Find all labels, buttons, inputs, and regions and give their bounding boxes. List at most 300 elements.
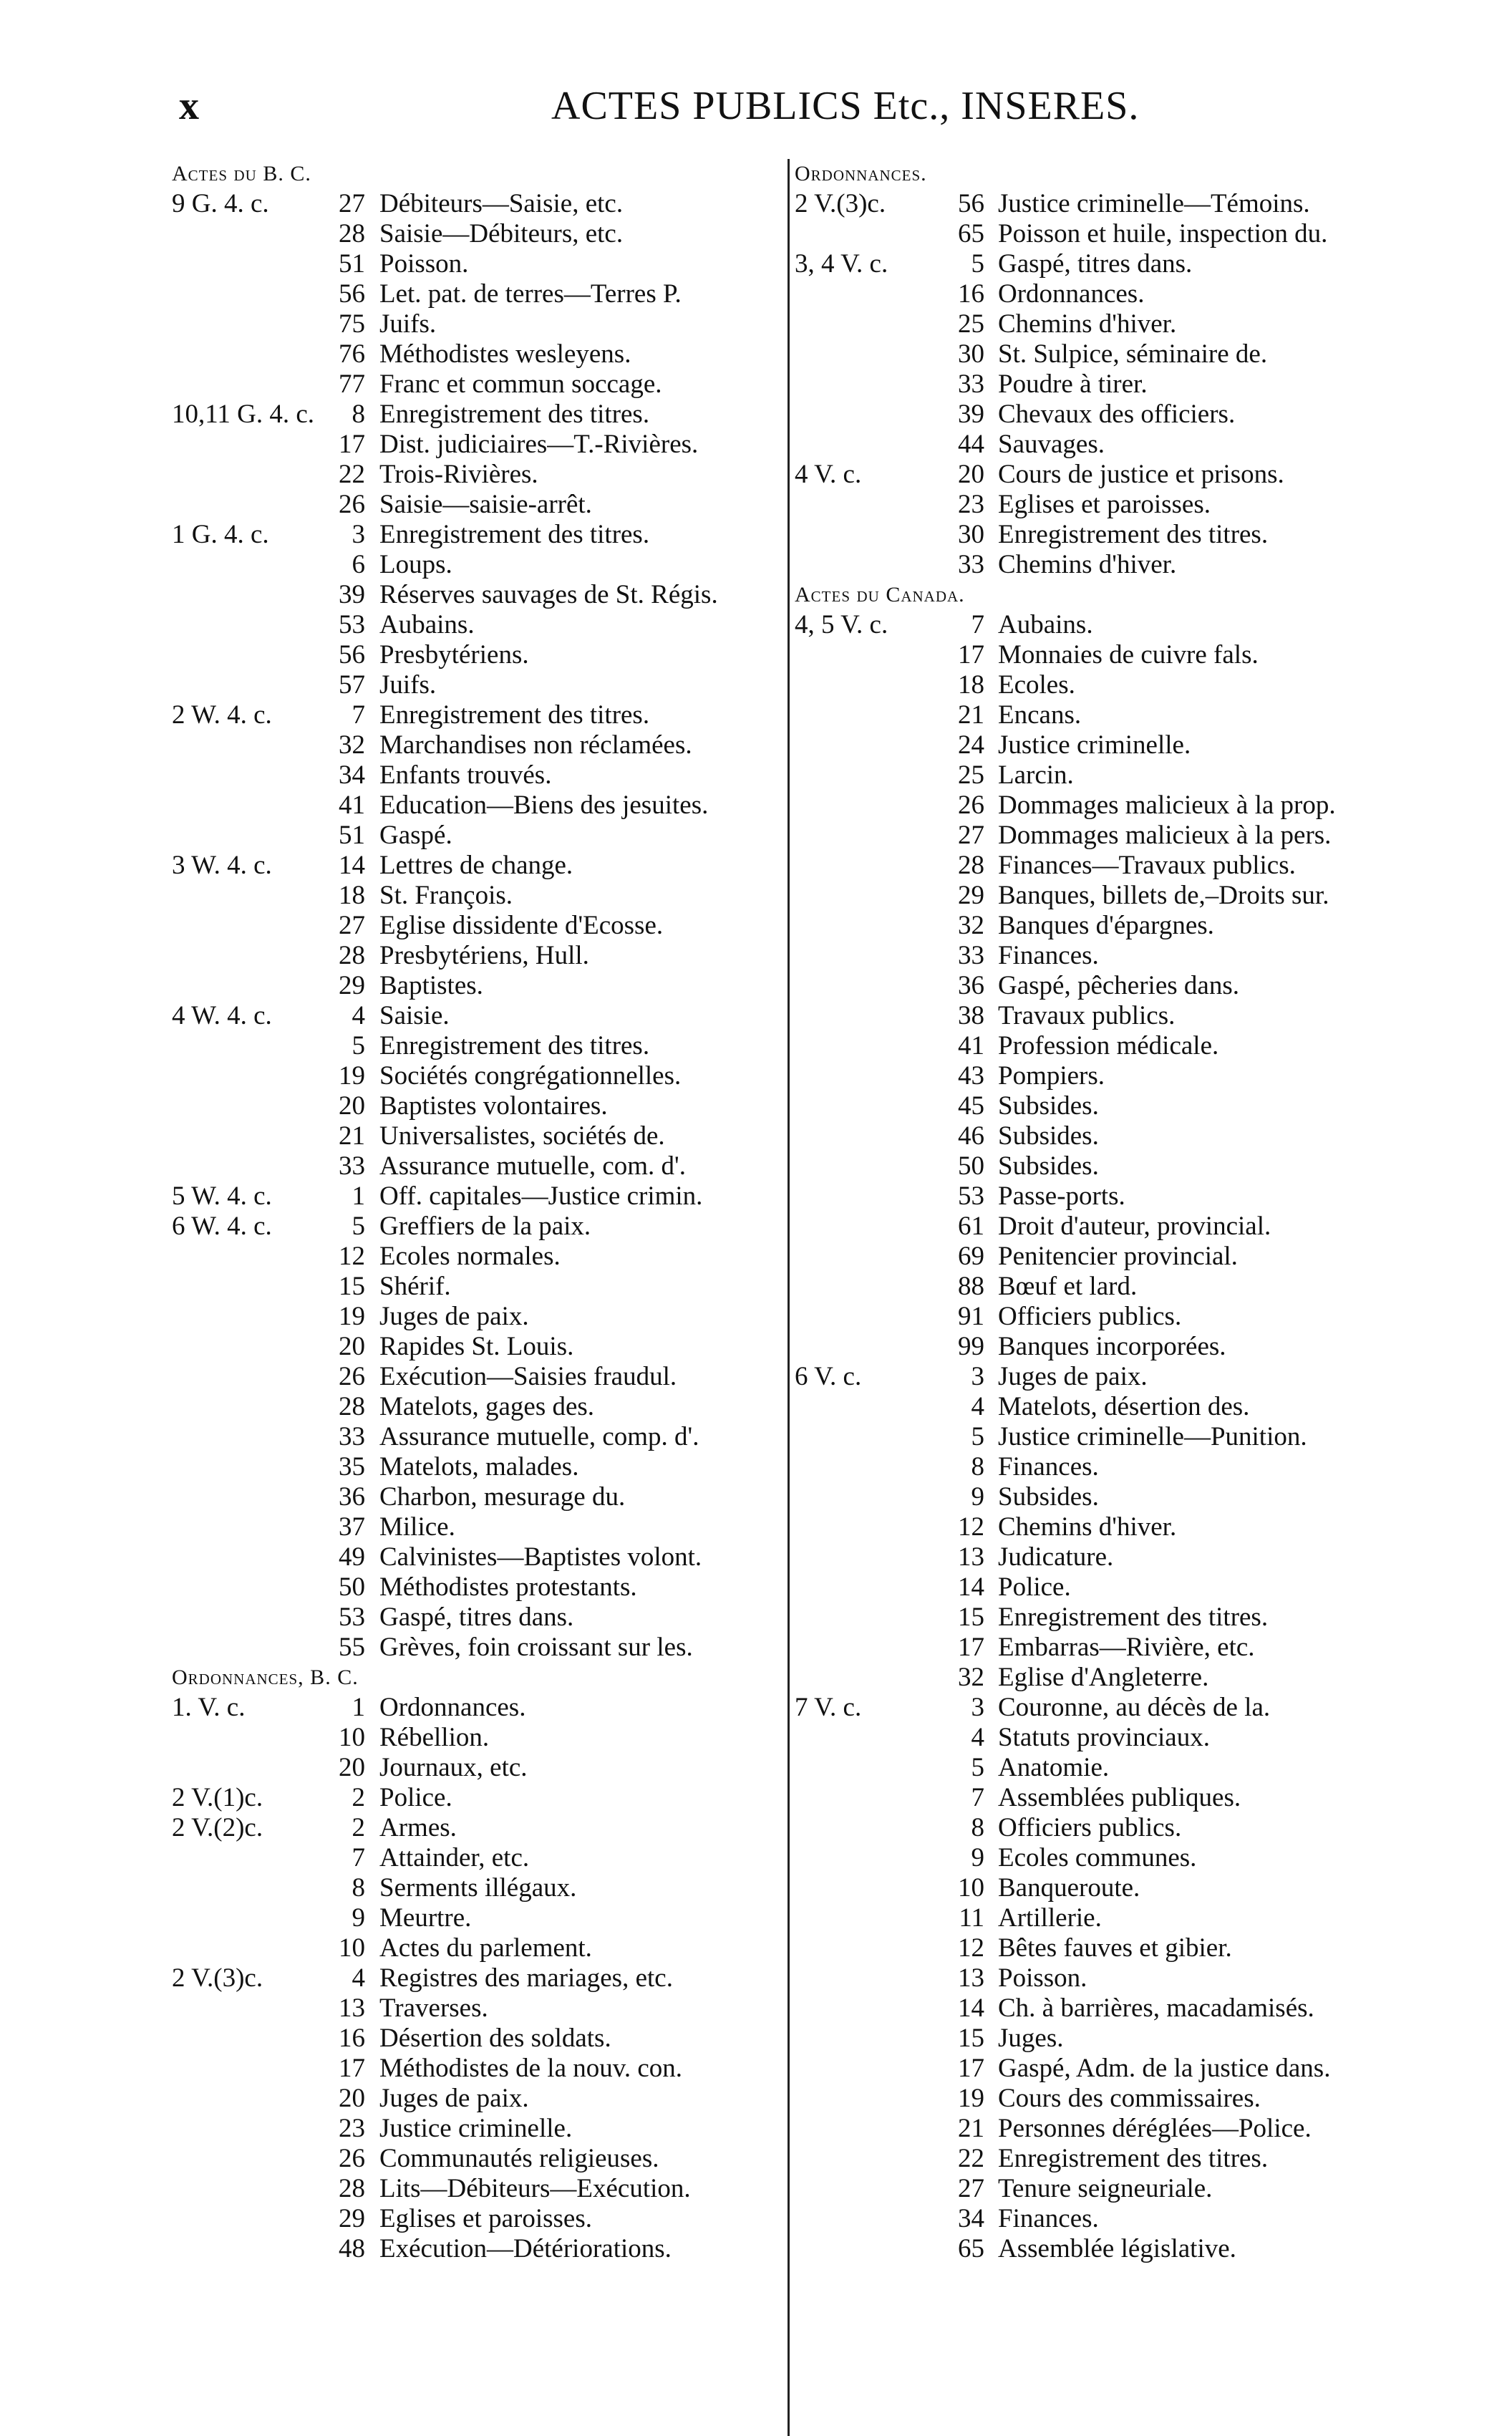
index-entry <box>172 610 784 640</box>
entry-title: Judicature. <box>998 1542 1114 1572</box>
index-entry <box>172 490 784 520</box>
entry-title: Finances. <box>998 2204 1099 2233</box>
index-entry <box>172 1242 784 1272</box>
index-entry <box>795 670 1425 700</box>
entry-title: Passe-ports. <box>998 1181 1125 1211</box>
running-title: ACTES PUBLICS Etc., INSERES. <box>551 84 1140 128</box>
entry-title: Greffiers de la paix. <box>379 1212 591 1241</box>
reference-box <box>172 881 365 911</box>
reference-box <box>172 1422 365 1452</box>
chapter-number: 19 <box>339 1302 365 1331</box>
index-entry <box>795 911 1425 941</box>
chapter-number: 7 <box>971 1783 984 1812</box>
entry-title: Encans. <box>998 700 1082 730</box>
chapter-number: 27 <box>339 911 365 940</box>
reference-box <box>795 1753 984 1783</box>
chapter-number: 7 <box>352 700 365 730</box>
index-entry <box>795 1001 1425 1031</box>
index-entry <box>795 1542 1425 1572</box>
index-entry <box>172 580 784 610</box>
reference-box <box>172 309 365 339</box>
chapter-number: 20 <box>339 1753 365 1782</box>
reference-box <box>172 1633 365 1663</box>
index-entry <box>795 821 1425 851</box>
reference-box <box>795 1693 984 1723</box>
reference-box <box>172 400 365 430</box>
entry-title: Réserves sauvages de St. Régis. <box>379 580 718 609</box>
reference-box <box>172 2144 365 2174</box>
index-entry <box>795 971 1425 1001</box>
index-entry <box>795 610 1425 640</box>
entry-title: Meurtre. <box>379 1903 472 1933</box>
chapter-number: 10 <box>339 1933 365 1963</box>
index-entry <box>795 550 1425 580</box>
index-entry <box>795 640 1425 670</box>
reference-box <box>172 1001 365 1031</box>
index-entry <box>795 430 1425 460</box>
entry-title: Dommages malicieux à la pers. <box>998 821 1332 850</box>
chapter-number: 10 <box>958 1873 984 1903</box>
reference-box <box>172 1933 365 1963</box>
index-entry <box>172 821 784 851</box>
index-entry <box>795 1362 1425 1392</box>
chapter-number: 14 <box>958 1993 984 2023</box>
reference-box <box>795 189 984 219</box>
entry-title: Armes. <box>379 1813 457 1842</box>
index-entry <box>172 460 784 490</box>
reference-box <box>172 911 365 941</box>
entry-title: Marchandises non réclamées. <box>379 730 692 760</box>
chapter-number: 22 <box>339 460 365 489</box>
entry-title: Ecoles normales. <box>379 1242 561 1271</box>
index-entry <box>795 1933 1425 1963</box>
reference-box <box>172 2054 365 2084</box>
reference-box <box>795 1633 984 1663</box>
reference-box <box>795 2024 984 2054</box>
index-entry <box>795 249 1425 279</box>
index-entry <box>172 189 784 219</box>
chapter-number: 2 <box>352 1813 365 1842</box>
chapter-number: 56 <box>339 640 365 670</box>
reference-box <box>795 520 984 550</box>
entry-title: Eglises et paroisses. <box>998 490 1211 519</box>
chapter-number: 88 <box>958 1272 984 1301</box>
index-entry <box>172 2174 784 2204</box>
chapter-number: 53 <box>958 1181 984 1211</box>
chapter-number: 51 <box>339 821 365 850</box>
chapter-number: 26 <box>339 2144 365 2173</box>
reference-box <box>795 2234 984 2264</box>
chapter-number: 56 <box>958 189 984 218</box>
chapter-number: 33 <box>958 941 984 970</box>
reference-box <box>795 1572 984 1603</box>
index-entry <box>172 1512 784 1542</box>
index-entry <box>795 1061 1425 1091</box>
entry-title: Assemblées publiques. <box>998 1783 1241 1812</box>
reference-box <box>795 1332 984 1362</box>
reference-box <box>172 1181 365 1212</box>
reference-box <box>795 1242 984 1272</box>
index-entry <box>172 1813 784 1843</box>
index-entry <box>172 1873 784 1903</box>
reference-box <box>795 339 984 369</box>
index-entry <box>795 1783 1425 1813</box>
reference-box <box>795 2174 984 2204</box>
statute-reference: 6 W. 4. c. <box>172 1212 272 1241</box>
index-entry <box>172 339 784 369</box>
reference-box <box>172 1332 365 1362</box>
chapter-number: 8 <box>352 400 365 429</box>
index-entry <box>172 1843 784 1873</box>
index-entry <box>795 490 1425 520</box>
entry-title: Bœuf et lard. <box>998 1272 1138 1301</box>
index-entry <box>795 1873 1425 1903</box>
reference-box <box>795 249 984 279</box>
reference-box <box>172 971 365 1001</box>
chapter-number: 76 <box>339 339 365 369</box>
entry-title: Enregistrement des titres. <box>379 520 650 549</box>
entry-title: Presbytériens, Hull. <box>379 941 589 970</box>
entry-title: Aubains. <box>379 610 475 639</box>
reference-box <box>172 1302 365 1332</box>
chapter-number: 4 <box>971 1392 984 1421</box>
reference-box <box>172 2204 365 2234</box>
reference-box <box>172 1783 365 1813</box>
reference-box <box>172 2234 365 2264</box>
entry-title: Attainder, etc. <box>379 1843 530 1872</box>
entry-title: Subsides. <box>998 1121 1099 1151</box>
right-column <box>795 159 1425 2264</box>
index-entry <box>172 1933 784 1963</box>
reference-box <box>172 580 365 610</box>
chapter-number: 27 <box>958 821 984 850</box>
entry-title: Poisson. <box>998 1963 1087 1993</box>
chapter-number: 91 <box>958 1302 984 1331</box>
entry-title: Sociétés congrégationnelles. <box>379 1061 682 1091</box>
index-entry <box>172 2084 784 2114</box>
reference-box <box>172 2174 365 2204</box>
entry-title: Police. <box>379 1783 452 1812</box>
index-entry <box>795 369 1425 400</box>
reference-box <box>795 400 984 430</box>
chapter-number: 61 <box>958 1212 984 1241</box>
entry-title: Eglise d'Angleterre. <box>998 1663 1209 1692</box>
reference-box <box>172 821 365 851</box>
reference-box <box>795 1542 984 1572</box>
reference-box <box>172 1993 365 2024</box>
entry-title: Aubains. <box>998 610 1093 639</box>
chapter-number: 17 <box>958 1633 984 1662</box>
reference-box <box>172 1452 365 1482</box>
reference-box <box>172 369 365 400</box>
index-entry <box>172 2204 784 2234</box>
reference-box <box>795 2054 984 2084</box>
entry-title: Justice criminelle—Témoins. <box>998 189 1310 218</box>
entry-title: Justice criminelle. <box>379 2114 573 2143</box>
entry-title: Rébellion. <box>379 1723 490 1752</box>
entry-title: Banques incorporées. <box>998 1332 1226 1361</box>
reference-box <box>172 1843 365 1873</box>
chapter-number: 41 <box>958 1031 984 1060</box>
statute-reference: 2 V.(3)c. <box>172 1963 263 1993</box>
entry-title: Artillerie. <box>998 1903 1102 1933</box>
entry-title: Juges de paix. <box>379 1302 529 1331</box>
reference-box <box>172 640 365 670</box>
reference-box <box>795 1873 984 1903</box>
chapter-number: 8 <box>971 1813 984 1842</box>
entry-title: Cours des commissaires. <box>998 2084 1261 2113</box>
chapter-number: 26 <box>958 791 984 820</box>
entry-title: Police. <box>998 1572 1071 1602</box>
chapter-number: 7 <box>352 1843 365 1872</box>
index-entry <box>172 369 784 400</box>
index-entry <box>172 1482 784 1512</box>
chapter-number: 9 <box>352 1903 365 1933</box>
entry-title: St. Sulpice, séminaire de. <box>998 339 1268 369</box>
statute-reference: 3, 4 V. c. <box>795 249 888 279</box>
reference-box <box>795 1843 984 1873</box>
entry-title: Loups. <box>379 550 452 579</box>
index-entry <box>172 2144 784 2174</box>
statute-reference: 7 V. c. <box>795 1693 862 1722</box>
entry-title: Penitencier provincial. <box>998 1242 1238 1271</box>
reference-box <box>172 1031 365 1061</box>
chapter-number: 36 <box>958 971 984 1000</box>
index-entry <box>795 1723 1425 1753</box>
reference-box <box>795 1422 984 1452</box>
entry-title: Milice. <box>379 1512 455 1542</box>
chapter-number: 26 <box>339 1362 365 1391</box>
reference-box <box>172 339 365 369</box>
entry-title: Assurance mutuelle, com. d'. <box>379 1151 686 1181</box>
statute-reference: 1 G. 4. c. <box>172 520 269 549</box>
entry-title: Monnaies de cuivre fals. <box>998 640 1259 670</box>
chapter-number: 33 <box>339 1151 365 1181</box>
chapter-number: 41 <box>339 791 365 820</box>
statute-reference: 4, 5 V. c. <box>795 610 888 639</box>
reference-box <box>795 1993 984 2024</box>
chapter-number: 34 <box>339 760 365 790</box>
index-entry <box>172 941 784 971</box>
entry-title: Méthodistes protestants. <box>379 1572 637 1602</box>
entry-title: Juges. <box>998 2024 1064 2053</box>
chapter-number: 5 <box>971 1422 984 1451</box>
index-entry <box>795 851 1425 881</box>
chapter-number: 43 <box>958 1061 984 1091</box>
entry-title: Pompiers. <box>998 1061 1105 1091</box>
chapter-number: 5 <box>352 1031 365 1060</box>
entry-title: Chemins d'hiver. <box>998 1512 1177 1542</box>
chapter-number: 17 <box>958 640 984 670</box>
entry-title: Let. pat. de terres—Terres P. <box>379 279 682 309</box>
chapter-number: 55 <box>339 1633 365 1662</box>
index-entry <box>172 1422 784 1452</box>
entry-title: Juifs. <box>379 670 437 700</box>
chapter-number: 1 <box>352 1693 365 1722</box>
chapter-number: 24 <box>958 730 984 760</box>
entry-title: Ordonnances. <box>998 279 1145 309</box>
reference-box <box>795 1603 984 1633</box>
chapter-number: 16 <box>958 279 984 309</box>
entry-title: Chemins d'hiver. <box>998 550 1177 579</box>
reference-box <box>795 1392 984 1422</box>
index-entry <box>795 1151 1425 1181</box>
chapter-number: 7 <box>971 610 984 639</box>
chapter-number: 25 <box>958 760 984 790</box>
index-entry <box>795 1963 1425 1993</box>
entry-title: Eglise dissidente d'Ecosse. <box>379 911 664 940</box>
reference-box <box>795 640 984 670</box>
reference-box <box>795 610 984 640</box>
index-entry <box>172 851 784 881</box>
chapter-number: 28 <box>339 1392 365 1421</box>
statute-reference: 5 W. 4. c. <box>172 1181 272 1211</box>
reference-box <box>172 430 365 460</box>
reference-box <box>172 941 365 971</box>
chapter-number: 33 <box>958 550 984 579</box>
chapter-number: 23 <box>958 490 984 519</box>
chapter-number: 19 <box>958 2084 984 2113</box>
index-entry <box>172 249 784 279</box>
entry-title: Saisie—Débiteurs, etc. <box>379 219 624 248</box>
index-entry <box>795 1693 1425 1723</box>
reference-box <box>795 1001 984 1031</box>
chapter-number: 17 <box>958 2054 984 2083</box>
chapter-number: 50 <box>339 1572 365 1602</box>
entry-title: Dist. judiciaires—T.-Rivières. <box>379 430 699 459</box>
entry-title: Finances—Travaux publics. <box>998 851 1296 880</box>
chapter-number: 18 <box>339 881 365 910</box>
entry-title: Gaspé, titres dans. <box>379 1603 574 1632</box>
chapter-number: 46 <box>958 1121 984 1151</box>
index-entry <box>795 1302 1425 1332</box>
chapter-number: 21 <box>958 2114 984 2143</box>
chapter-number: 32 <box>339 730 365 760</box>
chapter-number: 17 <box>339 2054 365 2083</box>
entry-title: Justice criminelle—Punition. <box>998 1422 1307 1451</box>
chapter-number: 25 <box>958 309 984 339</box>
reference-box <box>795 490 984 520</box>
index-entry <box>172 670 784 700</box>
index-entry <box>795 1452 1425 1482</box>
entry-title: Finances. <box>998 941 1099 970</box>
reference-box <box>795 1272 984 1302</box>
chapter-number: 6 <box>352 550 365 579</box>
chapter-number: 32 <box>958 911 984 940</box>
index-entry <box>172 640 784 670</box>
entry-title: Saisie. <box>379 1001 450 1030</box>
reference-box <box>172 1151 365 1181</box>
index-entry <box>795 2084 1425 2114</box>
reference-box <box>795 430 984 460</box>
entry-title: Lettres de change. <box>379 851 573 880</box>
chapter-number: 13 <box>958 1963 984 1993</box>
chapter-number: 2 <box>352 1783 365 1812</box>
reference-box <box>795 1452 984 1482</box>
entry-title: Baptistes volontaires. <box>379 1091 608 1121</box>
entry-title: Subsides. <box>998 1482 1099 1512</box>
entry-title: Enregistrement des titres. <box>379 400 650 429</box>
chapter-number: 3 <box>352 520 365 549</box>
reference-box <box>795 279 984 309</box>
index-entry <box>172 309 784 339</box>
entry-title: Serments illégaux. <box>379 1873 577 1903</box>
chapter-number: 39 <box>958 400 984 429</box>
entry-title: Ordonnances. <box>379 1693 526 1722</box>
index-entry <box>172 700 784 730</box>
reference-box <box>172 1272 365 1302</box>
entry-title: St. François. <box>379 881 513 910</box>
reference-box <box>795 971 984 1001</box>
reference-box <box>172 2114 365 2144</box>
chapter-number: 69 <box>958 1242 984 1271</box>
reference-box <box>795 1302 984 1332</box>
entry-title: Tenure seigneuriale. <box>998 2174 1213 2203</box>
index-entry <box>795 1993 1425 2024</box>
index-entry <box>795 2024 1425 2054</box>
index-entry <box>795 1392 1425 1422</box>
index-entry <box>172 1633 784 1663</box>
index-entry <box>172 971 784 1001</box>
reference-box <box>172 1873 365 1903</box>
index-entry <box>172 1693 784 1723</box>
entry-title: Matelots, gages des. <box>379 1392 595 1421</box>
chapter-number: 4 <box>352 1001 365 1030</box>
reference-box <box>172 791 365 821</box>
chapter-number: 57 <box>339 670 365 700</box>
entry-title: Poudre à tirer. <box>998 369 1148 399</box>
entry-title: Rapides St. Louis. <box>379 1332 574 1361</box>
chapter-number: 45 <box>958 1091 984 1121</box>
reference-box <box>795 1181 984 1212</box>
index-entry <box>172 911 784 941</box>
index-entry <box>795 2144 1425 2174</box>
index-entry <box>172 1572 784 1603</box>
reference-box <box>795 1512 984 1542</box>
entry-title: Méthodistes wesleyens. <box>379 339 631 369</box>
index-entry <box>172 1362 784 1392</box>
reference-box <box>172 1572 365 1603</box>
reference-box <box>795 1482 984 1512</box>
chapter-number: 3 <box>971 1693 984 1722</box>
index-entry <box>795 1091 1425 1121</box>
entry-title: Méthodistes de la nouv. con. <box>379 2054 683 2083</box>
entry-title: Shérif. <box>379 1272 451 1301</box>
reference-box <box>172 1813 365 1843</box>
chapter-number: 56 <box>339 279 365 309</box>
reference-box <box>172 670 365 700</box>
reference-box <box>795 309 984 339</box>
chapter-number: 20 <box>339 2084 365 2113</box>
chapter-number: 27 <box>339 189 365 218</box>
index-entry <box>795 1332 1425 1362</box>
reference-box <box>172 1753 365 1783</box>
chapter-number: 21 <box>339 1121 365 1151</box>
section-heading: Ordonnances. <box>795 162 927 185</box>
reference-box <box>795 881 984 911</box>
reference-box <box>172 851 365 881</box>
index-entry <box>795 1272 1425 1302</box>
entry-title: Matelots, désertion des. <box>998 1392 1250 1421</box>
reference-box <box>795 1151 984 1181</box>
entry-title: Poisson. <box>379 249 469 279</box>
reference-box <box>172 700 365 730</box>
chapter-number: 50 <box>958 1151 984 1181</box>
chapter-number: 53 <box>339 1603 365 1632</box>
index-entry <box>795 520 1425 550</box>
index-entry <box>172 2234 784 2264</box>
chapter-number: 17 <box>339 430 365 459</box>
